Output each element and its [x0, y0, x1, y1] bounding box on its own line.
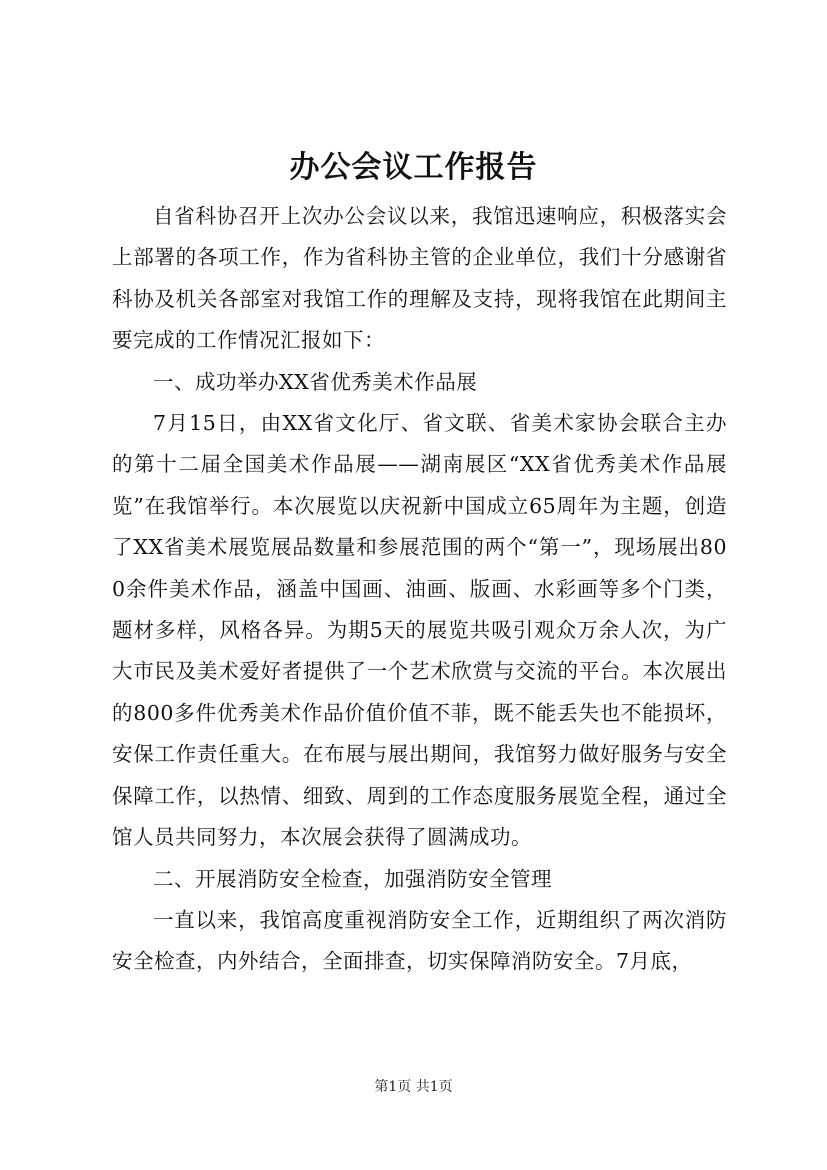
document-title: 办公会议工作报告 — [289, 150, 538, 185]
section-heading-2: 二、开展消防安全检查，加强消防安全管理 — [153, 866, 552, 891]
paragraph-exhibition: 7月15日，由XX省文化厅、省文联、省美术家协会联合主办的第十二届全国美术作品展——湖南展区“XX省优秀美术作品展览”在我馆举行。本次展览以庆祝新中国成立65周年为主题，创造了XX省美术展览展品数量和参展范围的两个“第一”，现场展出800余件美术作品，涵盖中国画、油画、版画、水彩画等多个门类，题材多样，风格各异。为期5天的展览共吸引观众万余人次，为广大市民及美术爱好者提供了一个艺术欣赏与交流的平台。本次展出的800多件优秀美术作品价值价值不菲，既不能丢失也不能损坏，安保工作责任重大。在布展与展出期间，我馆努力做好服务与安全保障工作，以热情、细致、周到的工作态度服务展览全程，通过全馆人员共同努力，本次展会获得了圆满成功。 — [112, 411, 727, 850]
paragraph-intro: 自省科协召开上次办公会议以来，我馆迅速响应，积极落实会上部署的各项工作，作为省科协主管的企业单位，我们十分感谢省科协及机关各部室对我馆工作的理解及支持，现将我馆在此期间主要完成的工作情况汇报如下： — [112, 204, 727, 353]
section-heading-1: 一、成功举办XX省优秀美术作品展 — [153, 369, 478, 394]
paragraph-fire-safety: 一直以来，我馆高度重视消防安全工作，近期组织了两次消防安全检查，内外结合，全面排查，切实保障消防安全。7月底， — [112, 907, 727, 974]
page-footer: 第1页 共1页 — [374, 1079, 453, 1095]
document-body — [112, 196, 727, 983]
